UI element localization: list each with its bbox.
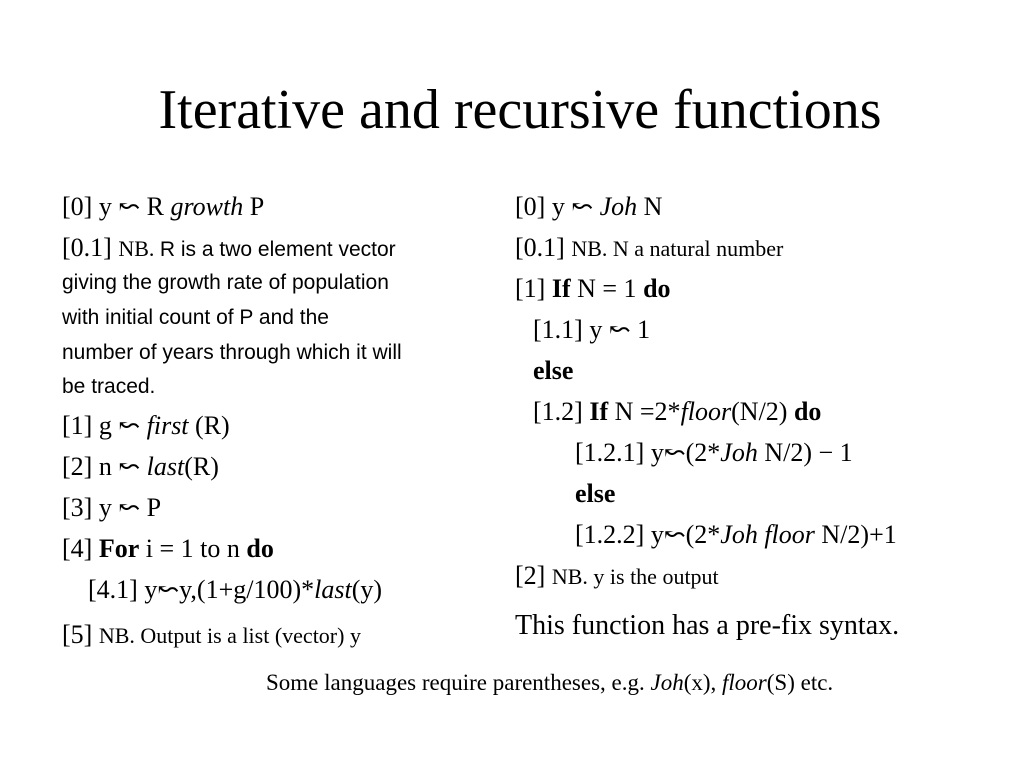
left-line-5: [5] NB. Output is a list (vector) y <box>62 620 361 649</box>
nb-line: be traced. <box>62 375 156 398</box>
footer-note: Some languages require parentheses, e.g. Joh(x), floor(S) etc. <box>266 670 834 695</box>
right-line-1-2-1: [1.2.1] y↜(2*Joh N/2) − 1 <box>575 438 853 467</box>
right-else-2: else <box>575 479 616 508</box>
slide-title: Iterative and recursive functions <box>158 79 882 141</box>
nb-line: with initial count of P and the <box>62 306 329 329</box>
right-line-0: [0] y ↜ Joh N <box>515 192 663 221</box>
right-line-0-1: [0.1] NB. N a natural number <box>515 233 784 262</box>
right-line-1-2: [1.2] If N =2*floor(N/2) do <box>533 397 822 426</box>
left-line-3: [3] y ↜ P <box>62 493 162 522</box>
left-line-4-1: [4.1] y↜y,(1+g/100)*last(y) <box>88 575 383 604</box>
left-arrow: ↜ <box>118 192 141 221</box>
right-line-2: [2] NB. y is the output <box>515 561 719 590</box>
left-line-0: [0] y ↜ R growth P <box>62 192 265 221</box>
right-line-1-1: [1.1] y ↜ 1 <box>533 315 651 344</box>
left-line-1: [1] g ↜ first (R) <box>62 411 230 440</box>
nb-line: number of years through which it will <box>62 341 402 364</box>
left-line-2: [2] n ↜ last(R) <box>62 452 219 481</box>
prefix-note: This function has a pre-fix syntax. <box>515 610 900 641</box>
right-else-1: else <box>533 356 574 385</box>
nb-line: giving the growth rate of population <box>62 271 389 294</box>
right-line-1-2-2: [1.2.2] y↜(2*Joh floor N/2)+1 <box>575 520 897 549</box>
right-line-1: [1] If N = 1 do <box>515 274 671 303</box>
left-line-4: [4] For i = 1 to n do <box>62 534 274 563</box>
left-line-0-1: [0.1] NB. R is a two element vector <box>62 233 396 262</box>
